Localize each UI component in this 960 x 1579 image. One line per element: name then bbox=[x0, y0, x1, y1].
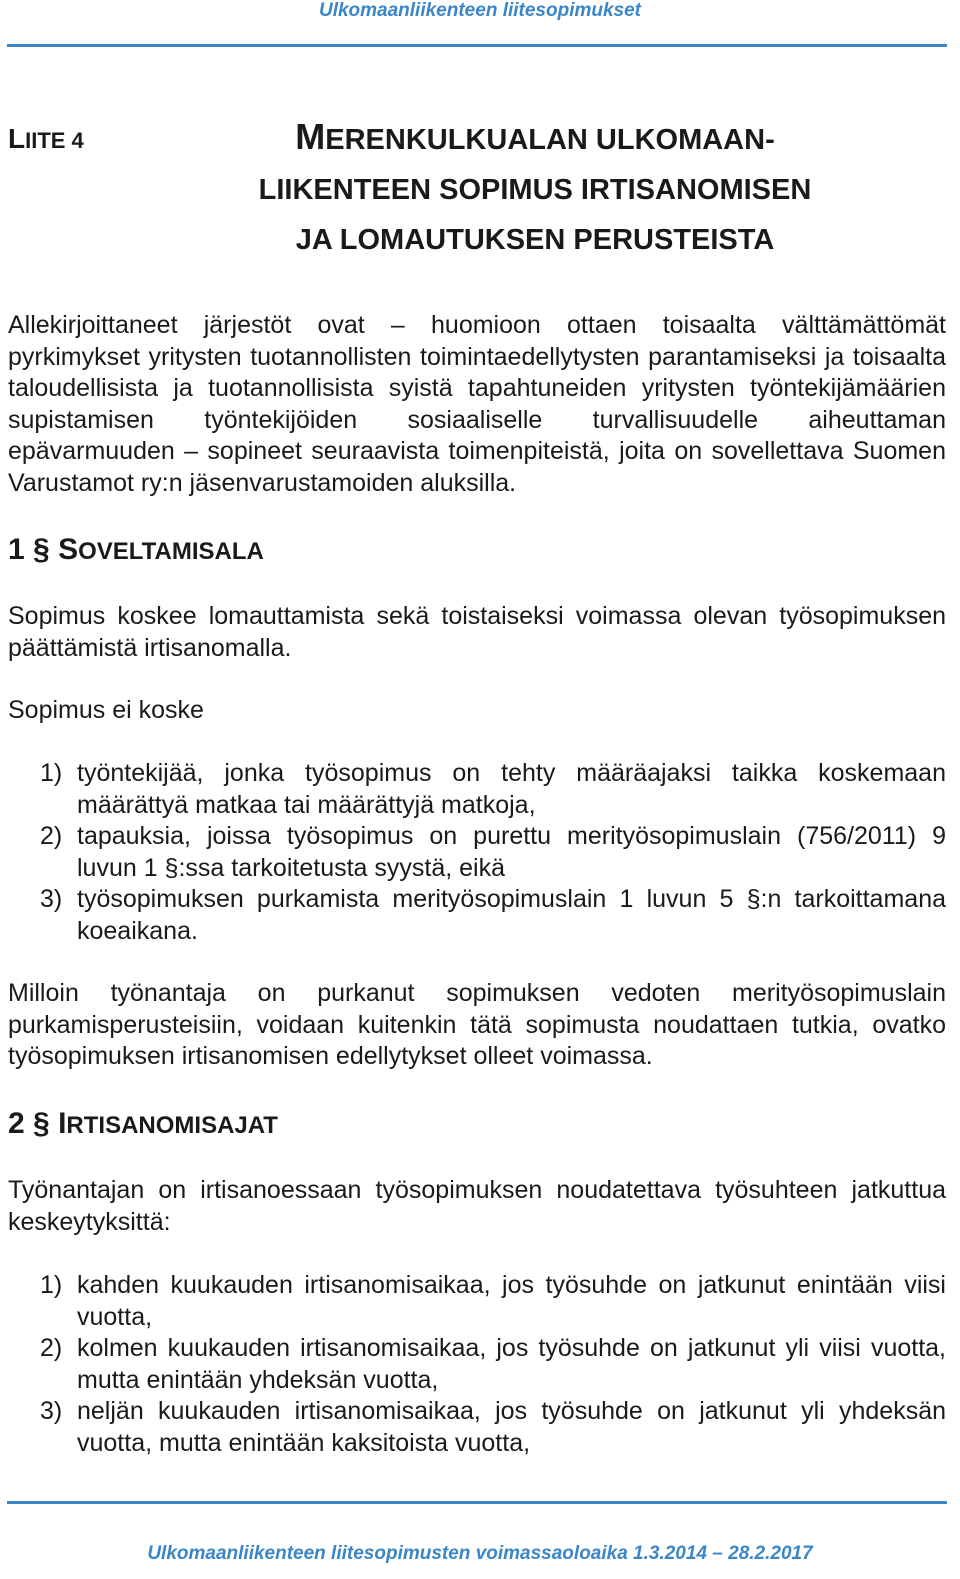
list-item: 2) kolmen kuukauden irtisanomisaikaa, jos työsuhde on jatkunut yli viisi vuotta, mutta enintään yhdeksän vuotta, bbox=[40, 1334, 946, 1394]
section-1-paragraph-2: Sopimus ei koske bbox=[8, 696, 204, 724]
list-item: 3) neljän kuukauden irtisanomisaikaa, jos työsuhde on jatkunut yli yhdeksän vuotta, mutta enintään kaksitoista vuotta, bbox=[40, 1397, 946, 1457]
section-2-notice-period-list bbox=[40, 1270, 946, 1459]
section-1-paragraph-1: Sopimus koskee lomauttamista sekä toistaiseksi voimassa olevan työsopimuksen päättämistä irtisanomalla. bbox=[8, 602, 946, 662]
title-line-1: MERENKULKUALAN ULKOMAAN- bbox=[295, 116, 775, 157]
page-title bbox=[200, 112, 870, 265]
section-1-exclusion-list bbox=[40, 758, 946, 947]
header-rule bbox=[7, 44, 947, 47]
section-2-paragraph-1: Työnantajan on irtisanoessaan työsopimuksen noudatettava työsuhteen jatkuttua keskeytyksittä: bbox=[8, 1176, 946, 1236]
title-line-2: LIIKENTEEN SOPIMUS IRTISANOMISEN bbox=[258, 174, 812, 206]
intro-paragraph: Allekirjoittaneet järjestöt ovat – huomioon ottaen toisaalta välttämättömät pyrkimykset yritysten tuotannollisten toimintaedellytysten parantamiseksi ja toisaalta taloudellisista ja tuotannollisista syistä tapahtuneiden yritysten työntekijämäärien supistamisen työntekijöiden sosiaaliselle turvallisuudelle aiheuttaman epävarmuuden – sopineet seuraavista toimenpiteistä, joita on sovellettava Suomen Varustamot ry:n jäsenvarustamoiden aluksilla. bbox=[8, 311, 946, 497]
list-item: 1) työntekijää, jonka työsopimus on tehty määräajaksi taikka koskemaan määrättyä matkaa tai määrättyjä matkoja, bbox=[40, 759, 946, 819]
list-item: 2) tapauksia, joissa työsopimus on purettu merityösopimuslain (756/2011) 9 luvun 1 §:ssa tarkoitetusta syystä, eikä bbox=[40, 822, 946, 882]
footer-rule bbox=[7, 1501, 947, 1504]
list-item: 3) työsopimuksen purkamista merityösopimuslain 1 luvun 5 §:n tarkoittamana koeaikana. bbox=[40, 885, 946, 945]
list-item: 1) kahden kuukauden irtisanomisaikaa, jos työsuhde on jatkunut enintään viisi vuotta, bbox=[40, 1271, 946, 1331]
attachment-label: LIITE 4 bbox=[8, 123, 84, 154]
section-2-heading: 2 § IRTISANOMISAJAT bbox=[8, 1107, 278, 1140]
running-footer: Ulkomaanliikenteen liitesopimusten voimassaoloaika 1.3.2014 – 28.2.2017 bbox=[147, 1543, 813, 1564]
running-header: Ulkomaanliikenteen liitesopimukset bbox=[318, 0, 642, 21]
section-1-paragraph-3: Milloin työnantaja on purkanut sopimuksen vedoten merityösopimuslain purkamisperusteisiin, voidaan kuitenkin tätä sopimusta noudattaen tutkia, ovatko työsopimuksen irtisanomisen edellytykset olleet voimassa. bbox=[8, 979, 946, 1070]
section-1-heading: 1 § SOVELTAMISALA bbox=[8, 533, 264, 566]
title-line-3: JA LOMAUTUKSEN PERUSTEISTA bbox=[295, 224, 775, 256]
